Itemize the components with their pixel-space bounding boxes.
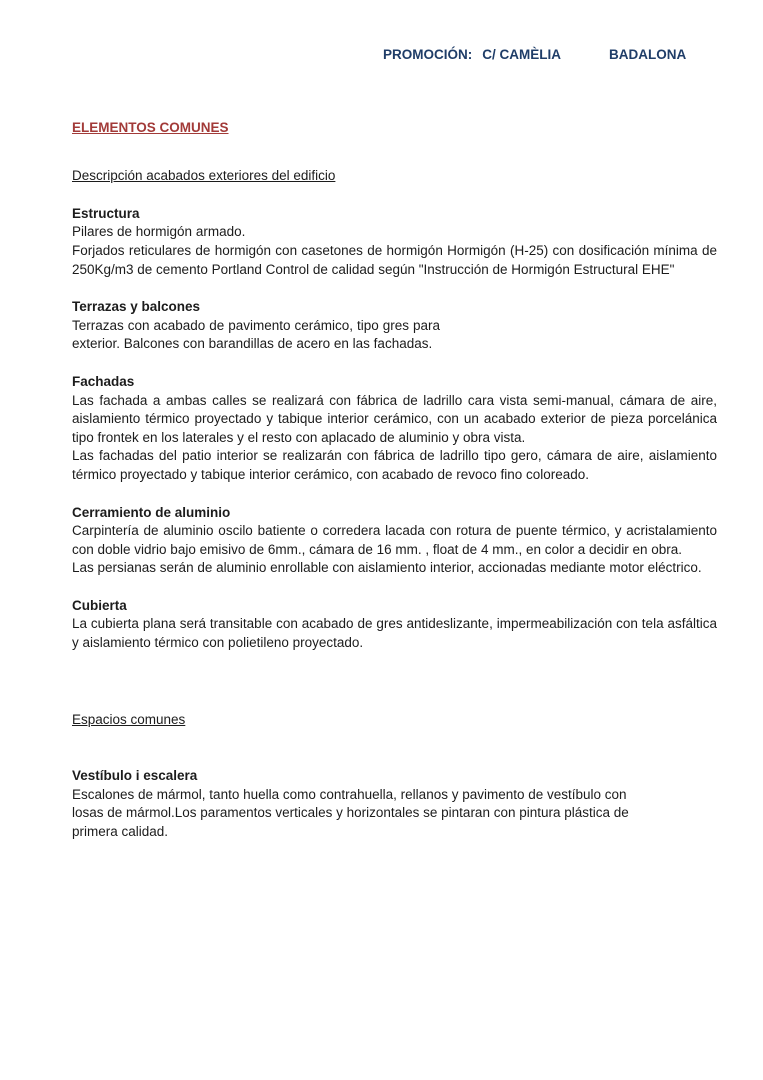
paragraph: Escalones de mármol, tanto huella como contrahuella, rellanos y pavimento de vestíbulo con losas de mármol.Los paramentos verticales y horizontales se pintaran con pintura plástica de primera calidad. <box>72 786 629 840</box>
paragraph: Las fachadas del patio interior se realizarán con fábrica de ladrillo tipo gero, cámara de aire, aislamiento térmico proyectado y tabique interior cerámico, con acabado de revoco fino coloreado. <box>72 448 717 482</box>
section-heading: Cerramiento de aluminio <box>72 504 231 520</box>
section-estructura <box>72 205 717 279</box>
section-cubierta <box>72 597 717 653</box>
common-spaces-sections <box>72 767 717 841</box>
paragraph: Forjados reticulares de hormigón con casetones de hormigón Hormigón (H-25) con dosificación mínima de 250Kg/m3 de cemento Portland Control de calidad según "Instrucción de Hormigón Estructural EHE" <box>72 242 717 277</box>
paragraph: Terrazas con acabado de pavimento cerámico, tipo gres para exterior. Balcones con barandillas de acero en las fachadas. <box>72 317 440 352</box>
section-heading: Vestíbulo i escalera <box>72 768 198 784</box>
section-heading: Fachadas <box>72 373 135 389</box>
paragraph: Las persianas serán de aluminio enrollable con aislamiento interior, accionadas mediante motor eléctrico. <box>72 560 702 576</box>
paragraph: Las fachada a ambas calles se realizará con fábrica de ladrillo cara vista semi-manual, cámara de aire, aislamiento térmico proyectado y tabique interior cerámico, con un acabado exterior de pieza porcelánica tipo frontek en los laterales y el resto con aplacado de aluminio y obra vista. <box>72 392 717 445</box>
section-cerramiento-de-aluminio <box>72 504 717 578</box>
promotion-street: C/ CAMÈLIA <box>482 47 561 62</box>
section-terrazas-y-balcones <box>72 298 717 354</box>
section-heading: Terrazas y balcones <box>72 299 201 315</box>
promotion-city: BADALONA <box>609 47 687 62</box>
common-spaces-subtitle: Espacios comunes <box>72 711 186 727</box>
promotion-label: PROMOCIÓN: <box>383 47 473 62</box>
paragraph: La cubierta plana será transitable con acabado de gres antideslizante, impermeabilización con tela asfáltica y aislamiento térmico con polietileno proyectado. <box>72 616 717 651</box>
section-vestibulo-i-escalera <box>72 767 717 841</box>
section-fachadas <box>72 373 717 485</box>
promotion-header <box>383 46 717 65</box>
paragraph: Carpintería de aluminio oscilo batiente o corredera lacada con rotura de puente térmico, y acristalamiento con doble vidrio bajo emisivo de 6mm., cámara de 16 mm. , float de 4 mm., en color a decidir en obra. <box>72 523 717 557</box>
section-heading: Estructura <box>72 205 140 221</box>
paragraph: Pilares de hormigón armado. <box>72 224 246 240</box>
page-title: ELEMENTOS COMUNES <box>72 119 229 135</box>
section-heading: Cubierta <box>72 597 127 613</box>
exterior-sections <box>72 205 717 653</box>
exterior-finishes-subtitle: Descripción acabados exteriores del edificio <box>72 168 336 184</box>
